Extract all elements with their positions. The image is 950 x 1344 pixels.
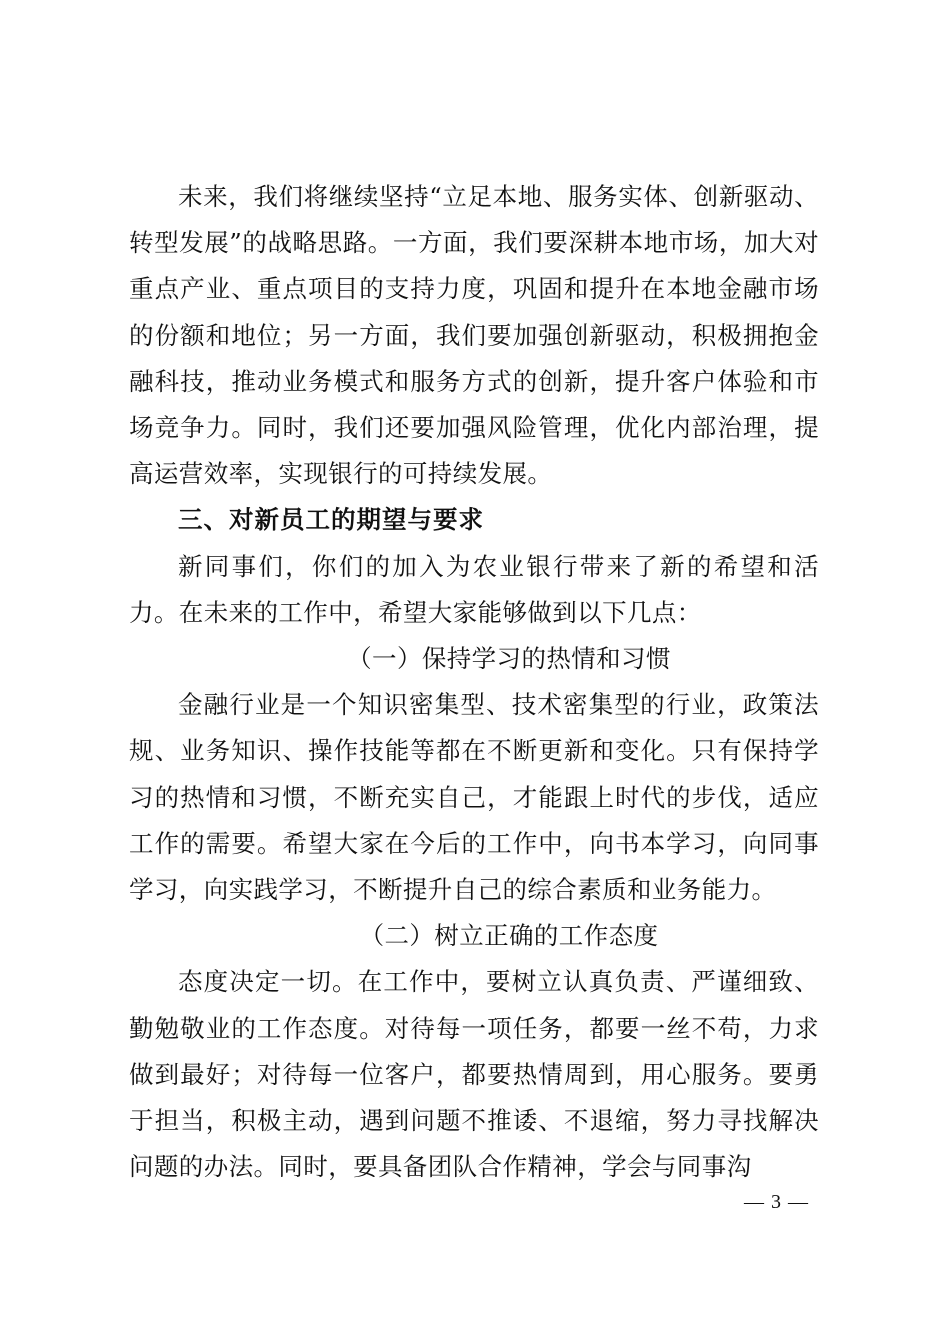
paragraph-strategy: 未来，我们将继续坚持“立足本地、服务实体、创新驱动、转型发展”的战略思路。一方面，我们要深耕本地市场，加大对重点产业、重点项目的支持力度，巩固和提升在本地金融市场的份额和地位；另一方面，我们要加强创新驱动，积极拥抱金融科技，推动业务模式和服务方式的创新，提升客户体验和市场竞争力。同时，我们还要加强风险管理，优化内部治理，提高运营效率，实现银行的可持续发展。 (129, 182, 819, 489)
document-body (129, 174, 819, 1190)
section-heading-expectations: 三、对新员工的期望与要求 (178, 505, 484, 535)
subheading-learning: （一）保持学习的热情和习惯 (347, 644, 671, 674)
paragraph-attitude: 态度决定一切。在工作中，要树立认真负责、严谨细致、勤勉敬业的工作态度。对待每一项任务，都要一丝不苟，力求做到最好；对待每一位客户，都要热情周到，用心服务。要勇于担当，积极主动，遇到问题不推诿、不退缩，努力寻找解决问题的办法。同时，要具备团队合作精神，学会与同事沟 (129, 967, 819, 1182)
paragraph-intro: 新同事们，你们的加入为农业银行带来了新的希望和活力。在未来的工作中，希望大家能够做到以下几点： (129, 551, 819, 627)
paragraph-learning: 金融行业是一个知识密集型、技术密集型的行业，政策法规、业务知识、操作技能等都在不断更新和变化。只有保持学习的热情和习惯，不断充实自己，才能跟上时代的步伐，适应工作的需要。希望大家在今后的工作中，向书本学习，向同事学习，向实践学习，不断提升自己的综合素质和业务能力。 (129, 690, 819, 905)
page-number: — 3 — (744, 1191, 809, 1213)
subheading-attitude: （二）树立正确的工作态度 (359, 921, 659, 951)
